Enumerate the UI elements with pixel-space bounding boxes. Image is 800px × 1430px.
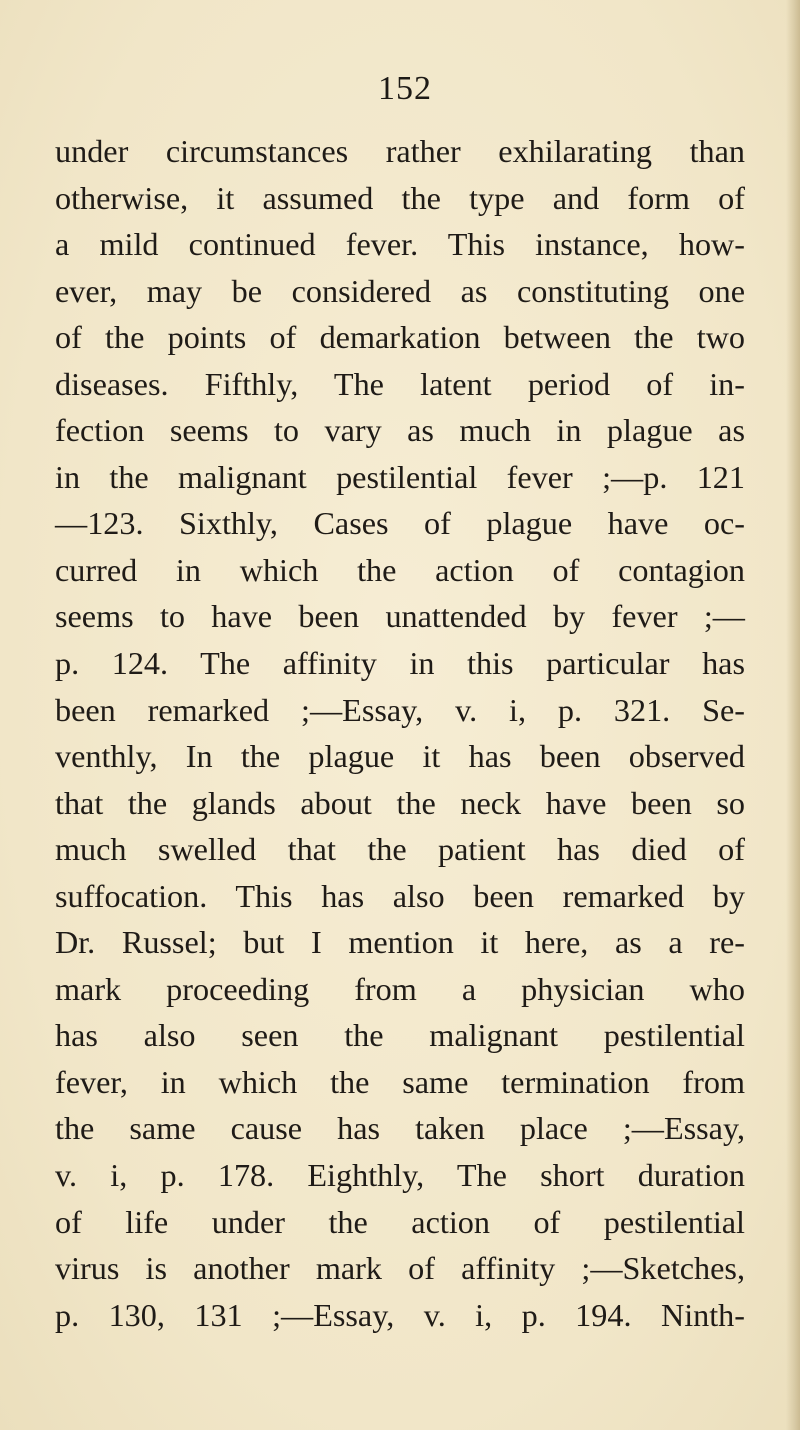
text-line: —123. Sixthly, Cases of plague have oc- — [55, 505, 745, 542]
text-line: diseases. Fifthly, The latent period of in- — [55, 365, 745, 402]
text-line: much swelled that the patient has died of — [55, 831, 745, 868]
text-line: that the glands about the neck have been so — [55, 784, 745, 821]
text-line: p. 130, 131 ;—Essay, v. i, p. 194. Ninth- — [55, 1296, 745, 1333]
text-line: of the points of demarkation between the two — [55, 319, 745, 356]
text-line: v. i, p. 178. Eighthly, The short duration — [55, 1157, 745, 1194]
page-edge-shadow — [786, 0, 800, 1430]
text-line: otherwise, it assumed the type and form of — [55, 179, 745, 216]
text-line: venthly, In the plague it has been observed — [55, 738, 745, 775]
text-line: suffocation. This has also been remarked by — [55, 877, 745, 914]
text-line: a mild continued fever. This instance, how- — [55, 226, 745, 263]
text-line: seems to have been unattended by fever ;— — [55, 598, 745, 635]
text-line: ever, may be considered as constituting one — [55, 272, 745, 309]
text-line: p. 124. The affinity in this particular has — [55, 645, 745, 682]
text-line: been remarked ;—Essay, v. i, p. 321. Se- — [55, 691, 745, 728]
page-number: 152 — [378, 70, 432, 107]
text-line: has also seen the malignant pestilential — [55, 1017, 745, 1054]
text-line: of life under the action of pestilential — [55, 1203, 745, 1240]
text-line: fever, in which the same termination from — [55, 1063, 745, 1100]
text-line: curred in which the action of contagion — [55, 551, 745, 588]
text-line: mark proceeding from a physician who — [55, 970, 745, 1007]
text-line: Dr. Russel; but I mention it here, as a re- — [55, 924, 745, 961]
text-line: under circumstances rather exhilarating than — [55, 133, 745, 169]
text-line: in the malignant pestilential fever ;—p. 121 — [55, 458, 745, 495]
body-text — [55, 128, 745, 1338]
text-line: the same cause has taken place ;—Essay, — [55, 1110, 745, 1147]
text-line: fection seems to vary as much in plague as — [55, 412, 745, 449]
text-line: virus is another mark of affinity ;—Sketches, — [55, 1250, 745, 1287]
